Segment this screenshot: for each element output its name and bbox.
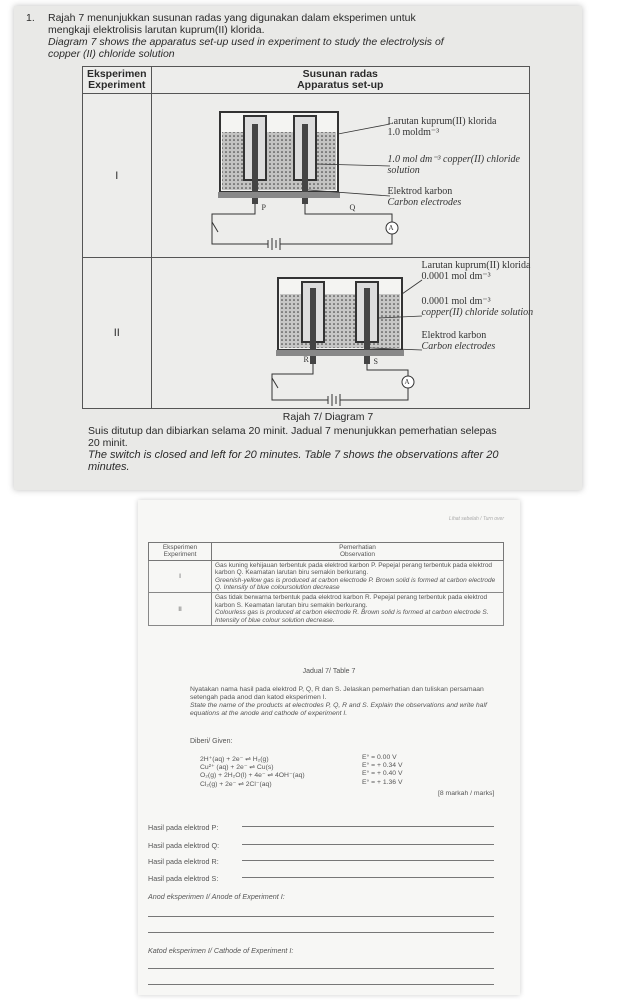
obs-col-observation	[212, 543, 504, 561]
stem-ms-line2: mengkaji elektrolisis larutan kuprum(II) klorida.	[48, 24, 265, 36]
equation-chlorine: Cl₂(g) + 2e⁻ ⇌ 2Cl⁻(aq)	[200, 780, 272, 788]
after-en-line1: The switch is closed and left for 20 minutes. Table 7 shows the observations after 20	[88, 449, 499, 461]
electrode-p-label: P	[261, 203, 266, 212]
col-apparatus-en: Apparatus set-up	[297, 79, 384, 91]
obs-row2-ms: Gas tidak berwarna terbentuk pada elektrod karbon R. Pepejal perang terbentuk pada elektrod karbon S. Keamatan larutan biru semakin berkurang.	[215, 594, 488, 609]
obs-col-experiment	[149, 543, 212, 561]
eo-copper: E° = + 0.34 V	[362, 762, 403, 770]
exp2-solution-ms: Larutan kuprum(II) klorida	[421, 260, 531, 271]
exp1-solution-conc: 1.0 moldm⁻³	[387, 127, 440, 138]
electrode-r-label: R	[303, 355, 309, 364]
stem-ms-line1: Rajah 7 menunjukkan susunan radas yang digunakan dalam eksperimen untuk	[48, 12, 416, 24]
question-stem	[48, 12, 444, 60]
ammeter-2-label: A	[404, 378, 410, 386]
eo-hydrogen: E° = 0.00 V	[362, 754, 397, 761]
half-equations	[200, 756, 305, 789]
exp2-solution-en-label	[422, 296, 538, 318]
equation-hydrogen: 2H⁺(aq) + 2e⁻ ⇌ H₂(g)	[200, 756, 269, 763]
instruction-text	[190, 686, 510, 718]
equation-copper: Cu²⁺ (aq) + 2e⁻ ⇌ Cu(s)	[200, 764, 274, 772]
stem-en-line2: copper (II) chloride solution	[48, 48, 175, 60]
question-number: 1.	[26, 12, 35, 24]
exp2-solution-label	[422, 260, 538, 282]
obs-col-observation-ms: Pemerhatian	[339, 544, 376, 551]
obs-row1-id: I	[149, 560, 212, 593]
eo-oxygen: E° = + 0.40 V	[362, 770, 403, 778]
after-en-line2: minutes.	[88, 461, 130, 473]
obs-col-experiment-ms: Eksperimen	[162, 544, 198, 551]
anode-answer-line-1[interactable]	[148, 916, 494, 917]
obs-col-observation-en: Observation	[339, 551, 376, 559]
exp1-solution-en: 1.0 mol dm⁻³ copper(II) chloride solution	[387, 154, 520, 176]
apparatus-table	[82, 66, 534, 409]
obs-row2-cell	[212, 593, 504, 626]
anode-answer-line-2[interactable]	[148, 932, 494, 933]
obs-row1-en: Greenish-yellow gas is produced at carbon electrode P. Brown solid is formed at carbon electrode Q. Intensity of blue coloursolution decrease	[215, 576, 496, 592]
obs-col-experiment-en: Experiment	[163, 551, 197, 559]
marks-label: [8 markah / marks]	[438, 790, 495, 797]
cathode-answer-line-2[interactable]	[148, 984, 494, 985]
experiment-1-id: I	[83, 94, 152, 258]
electrode-q-label: Q	[349, 203, 356, 212]
diagram-caption: Rajah 7/ Diagram 7	[282, 411, 374, 423]
question-page-top	[14, 6, 582, 490]
instruction-en: State the name of the products at electrodes P, Q, R and S. Explain the observations and write half equations at the anode and cathode of experiment I.	[190, 702, 487, 717]
table-caption: Jadual 7/ Table 7	[302, 668, 356, 675]
obs-row1-cell	[212, 560, 504, 593]
exp2-electrode-ms: Elektrod karbon	[421, 330, 487, 341]
observation-table	[148, 542, 504, 626]
exp1-solution-label	[388, 116, 538, 138]
exp1-electrode-en: Carbon electrodes	[387, 197, 462, 208]
exp2-electrode-en: Carbon electrodes	[421, 341, 496, 352]
exp1-electrode-ms: Elektrod karbon	[387, 186, 453, 197]
exp2-electrode-label	[422, 330, 538, 352]
obs-row2-en: Colourless gas is produced at carbon electrode R. Brown solid is formed at carbon electrode S. Intensity of blue colour solution decrease.	[215, 609, 489, 624]
eo-chlorine: E° = + 1.36 V	[362, 778, 403, 786]
col-apparatus-ms: Susunan radas	[302, 68, 378, 80]
exp2-solution-en-conc: 0.0001 mol dm⁻³	[421, 296, 491, 307]
electrode-s-label: S	[373, 357, 378, 366]
col-experiment-ms: Eksperimen	[87, 68, 147, 80]
answer-s-label: Hasil pada elektrod S:	[148, 874, 219, 883]
obs-row2-id: II	[149, 593, 212, 626]
exp2-solution-en: copper(II) chloride solution	[421, 307, 534, 318]
ammeter-1-label: A	[388, 224, 394, 232]
stem-en-line1: Diagram 7 shows the apparatus set-up used in experiment to study the electrolysis of	[48, 36, 444, 48]
answer-r-label: Hasil pada elektrod R:	[148, 857, 219, 866]
col-experiment-header	[83, 67, 152, 94]
exp1-solution-en-label	[388, 154, 538, 176]
answer-q-label: Hasil pada elektrod Q:	[148, 841, 220, 850]
exp1-electrode-label	[388, 186, 538, 208]
experiment-2-id: II	[83, 258, 152, 409]
answer-r-line[interactable]	[242, 860, 494, 861]
given-label: Diberi/ Given:	[190, 738, 233, 745]
cathode-label: Katod eksperimen I/ Cathode of Experiment I:	[148, 946, 294, 955]
col-apparatus-header	[151, 67, 529, 94]
question-header	[26, 12, 570, 60]
after-ms-line1: Suis ditutup dan dibiarkan selama 20 minit. Jadual 7 menunjukkan pemerhatian selepas	[88, 425, 497, 437]
standard-potentials	[362, 754, 403, 787]
answer-p-line[interactable]	[242, 826, 494, 827]
equation-oxygen: O₂(g) + 2H₂O(l) + 4e⁻ ⇌ 4OH⁻(aq)	[200, 772, 305, 780]
anode-label: Anod eksperimen I/ Anode of Experiment I:	[148, 892, 285, 901]
table-row	[149, 593, 504, 626]
page-watermark: Lihat sebelah / Turn over	[449, 516, 504, 522]
after-ms-line2: 20 minit.	[88, 437, 128, 449]
cathode-answer-line-1[interactable]	[148, 968, 494, 969]
apparatus-1-cell	[151, 94, 529, 258]
col-experiment-en: Experiment	[88, 79, 146, 91]
answer-s-line[interactable]	[242, 877, 494, 878]
switch-closed-text	[88, 425, 570, 473]
question-page-bottom	[138, 500, 520, 995]
obs-row1-ms: Gas kuning kehijauan terbentuk pada elektrod karbon P. Pepejal perang terbentuk pada elektrod karbon Q. Keamatan larutan biru semakin berkurang.	[215, 561, 493, 577]
instruction-ms: Nyatakan nama hasil pada elektrod P, Q, R dan S. Jelaskan pemerhatian dan tuliskan persamaan setengah pada anod dan katod eksperimen I.	[190, 686, 484, 701]
answer-q-line[interactable]	[242, 844, 494, 845]
exp1-solution-ms: Larutan kuprum(II) klorida	[387, 116, 497, 127]
answer-p-label: Hasil pada elektrod P:	[148, 823, 219, 832]
exp2-solution-conc: 0.0001 mol dm⁻³	[421, 271, 491, 282]
table-row	[149, 560, 504, 593]
apparatus-2-cell	[151, 258, 534, 409]
